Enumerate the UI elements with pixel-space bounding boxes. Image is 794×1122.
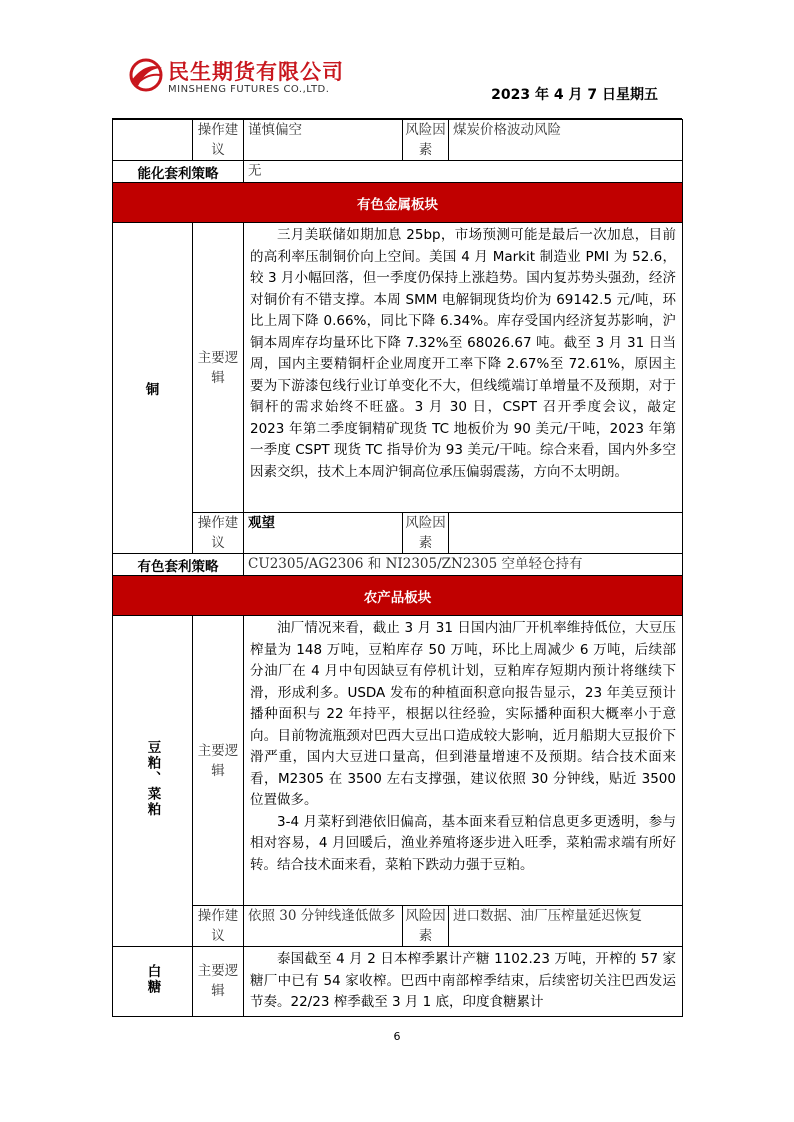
operation-label: 操作建议 — [193, 906, 244, 947]
report-date: 2023 年 4 月 7 日星期五 — [491, 87, 658, 103]
sugar-name: 白糖 — [144, 963, 161, 995]
coal-operation-row — [113, 120, 683, 161]
copper-operation-value: 观望 — [244, 513, 403, 554]
main-logic-label: 主要逻辑 — [193, 616, 244, 906]
soy-logic-text — [244, 616, 683, 906]
metals-section-banner: 有色金属板块 — [113, 183, 683, 223]
soy-operation-row — [113, 906, 683, 947]
coal-risk-value: 煤炭价格波动风险 — [449, 120, 683, 161]
main-logic-label: 主要逻辑 — [193, 947, 244, 1017]
page-number: 6 — [393, 1030, 401, 1043]
energy-arb-row — [113, 161, 683, 183]
copper-name: 铜 — [113, 223, 193, 554]
operation-label: 操作建议 — [193, 120, 244, 161]
copper-risk-value — [449, 513, 683, 554]
sugar-logic-row — [113, 947, 683, 1017]
main-logic-label: 主要逻辑 — [193, 223, 244, 513]
soy-logic-paragraph-1: 油厂情况来看，截止 3 月 31 日国内油厂开机率维持低位，大豆压榨量为 148 万吨，豆粕库存 50 万吨，环比上周减少 6 万吨，后续部分油厂在 4 月中旬因缺豆有停机计划，豆粕库存短期内预计将继续下滑，形成利多。USDA 发布的种植面积意向报告显示，23 年美豆预计播种面积与 22 年持平，根据以往经验，实际播种面积大概率小于意向。目前物流瓶颈对巴西大豆出口造成较大影响，近月船期大豆报价下滑严重，国内大豆进口量高，但到港量增速不及预期。结合技术面来看，M2305 在 3500 左右支撑强，建议依照 30 分钟线，贴近 3500 位置做多。 — [250, 620, 676, 808]
copper-logic-row — [113, 223, 683, 513]
agri-banner-row — [113, 576, 683, 616]
risk-label: 风险因素 — [403, 906, 449, 947]
soy-logic-row — [113, 616, 683, 906]
minsheng-logo-icon — [128, 58, 164, 92]
energy-arb-label: 能化套利策略 — [113, 161, 244, 183]
copper-logic-text — [244, 223, 683, 513]
metals-arb-value: CU2305/AG2306 和 NI2305/ZN2305 空单轻仓持有 — [244, 554, 683, 576]
agri-section-banner: 农产品板块 — [113, 576, 683, 616]
company-name-en: MINSHENG FUTURES CO.,LTD. — [168, 84, 330, 95]
soy-operation-value: 依照 30 分钟线逢低做多 — [244, 906, 403, 947]
sugar-name-cell — [113, 947, 193, 1017]
sugar-logic-text — [244, 947, 683, 1017]
coal-operation-value: 谨慎偏空 — [244, 120, 403, 161]
energy-arb-value: 无 — [244, 161, 683, 183]
copper-operation-row — [113, 513, 683, 554]
strategy-table — [112, 119, 683, 1017]
soy-name: 豆粕、菜粕 — [144, 740, 161, 818]
company-name-cn: 民生期货有限公司 — [168, 60, 344, 84]
metals-arb-row — [113, 554, 683, 576]
copper-logic-paragraph: 三月美联储如期加息 25bp，市场预测可能是最后一次加息，目前的高利率压制铜价向上空间。美国 4 月 Markit 制造业 PMI 为 52.6，较 3 月小幅回落，但一季度仍保持上涨趋势。国内复苏势头强劲，经济对铜价有不错支撑。本周 SMM 电解铜现货均价为 69142.5 元/吨，环比上周下降 0.66%，同比下降 6.34%。库存受国内经济复苏影响，沪铜本周库存均量环比下降 7.32%至 68026.67 吨。截至 3 月 31 日当周，国内主要精铜杆企业周度开工率下降 2.67%至 72.61%，原因主要为下游漆包线行业订单变化不大，但线缆端订单增量不及预期，对于铜杆的需求始终不旺盛。3 月 30 日，CSPT 召开季度会议，敲定 2023 年第二季度铜精矿现货 TC 地板价为 90 美元/干吨，2023 年第一季度 CSPT 现货 TC 指导价为 93 美元/干吨。综合来看，国内外多空因素交织，技术上本周沪铜高位承压偏弱震荡，方向不太明朗。 — [250, 227, 676, 480]
soy-logic-paragraph-2: 3-4 月菜籽到港依旧偏高，基本面来看豆粕信息更多更透明，参与相对容易，4 月回暖后，渔业养殖将逐步进入旺季，菜粕需求端有所好转。结合技术面来看，菜粕下跌动力强于豆粕。 — [250, 813, 676, 873]
soy-risk-value: 进口数据、油厂压榨量延迟恢复 — [449, 906, 683, 947]
company-logo — [128, 56, 368, 100]
soy-name-cell — [113, 616, 193, 947]
coal-name-cell — [113, 120, 193, 161]
operation-label: 操作建议 — [193, 513, 244, 554]
risk-label: 风险因素 — [403, 513, 449, 554]
metals-banner-row — [113, 183, 683, 223]
sugar-logic-paragraph: 泰国截至 4 月 2 日本榨季累计产糖 1102.23 万吨，开榨的 57 家糖厂中已有 54 家收榨。巴西中南部榨季结束，后续密切关注巴西发运节奏。22/23 榨季截至 3 月 1 底，印度食糖累计 — [250, 951, 676, 1010]
risk-label: 风险因素 — [403, 120, 449, 161]
metals-arb-label: 有色套利策略 — [113, 554, 244, 576]
